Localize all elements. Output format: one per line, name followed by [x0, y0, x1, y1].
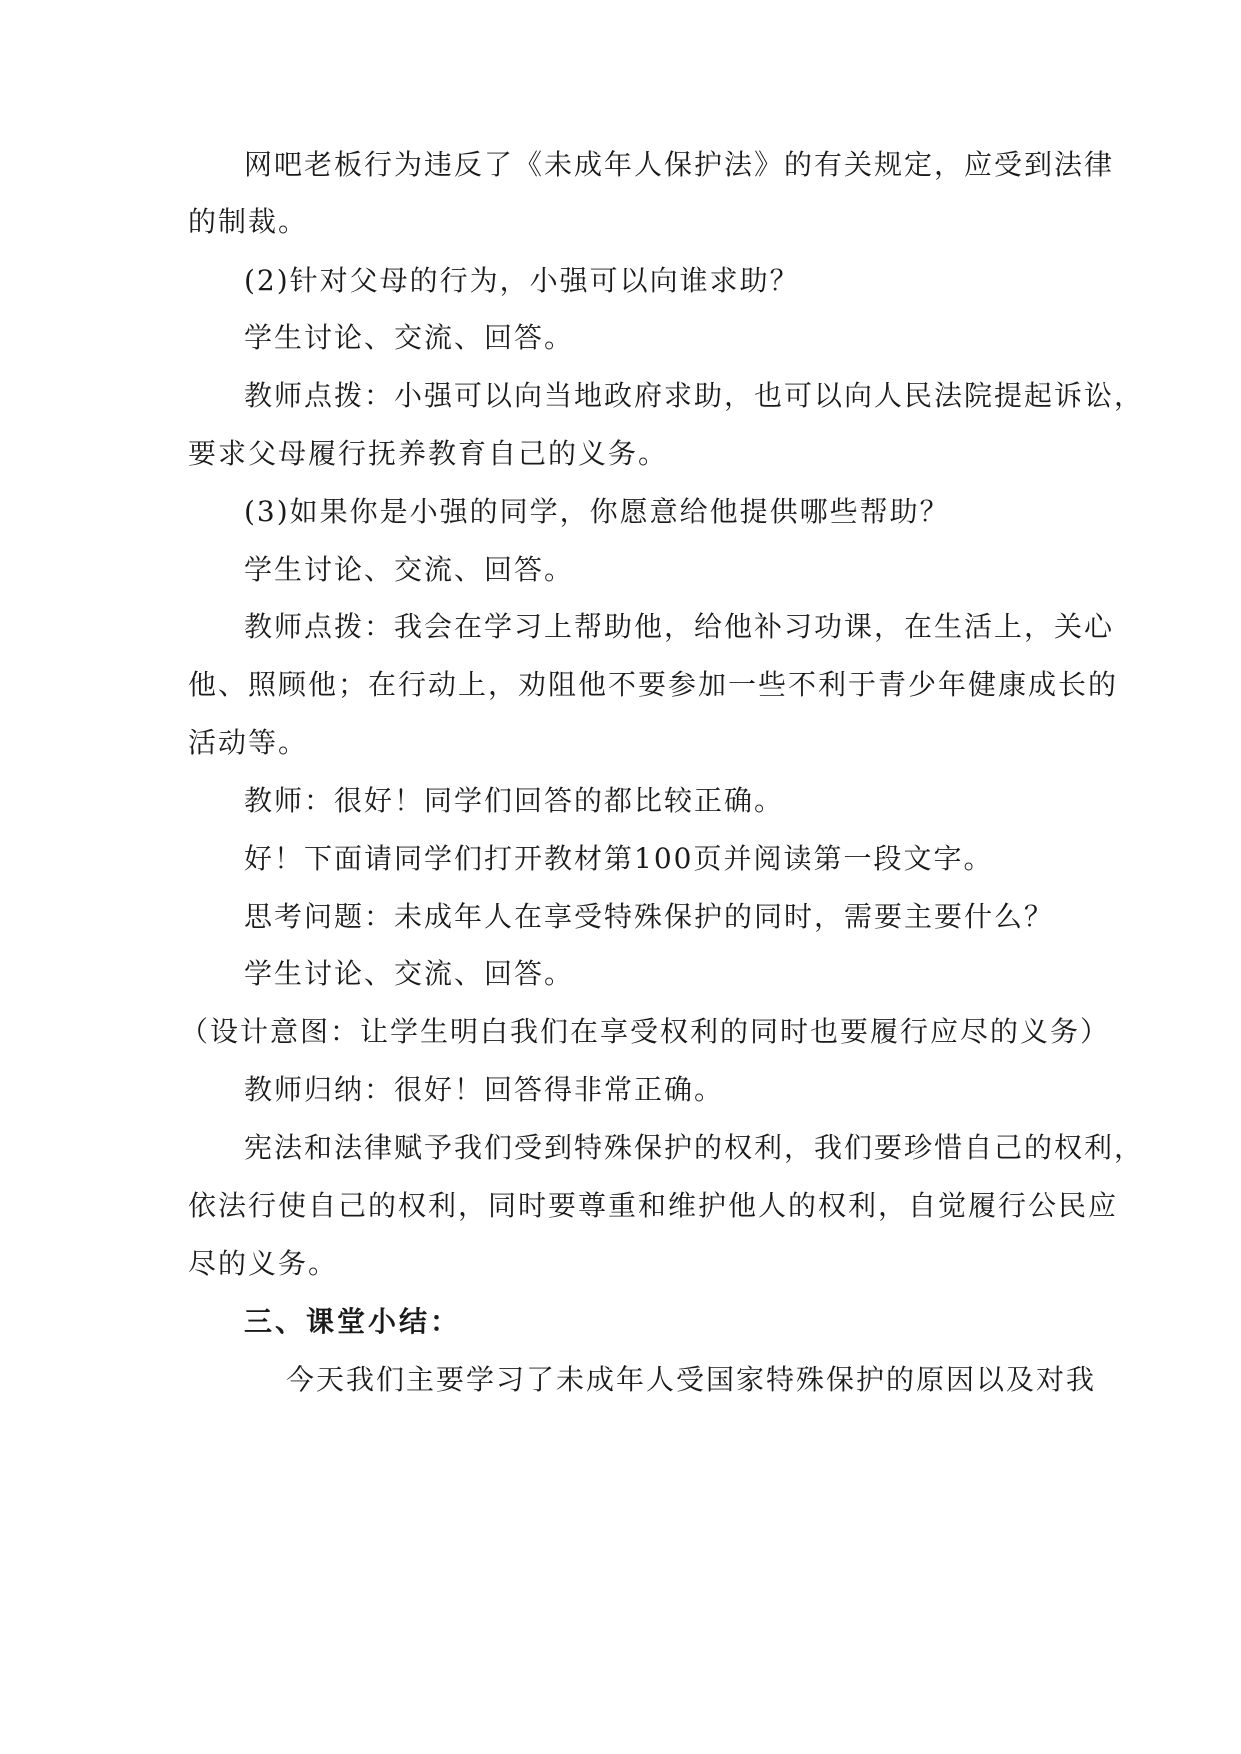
text-line: 尽的义务。 — [188, 1247, 339, 1280]
text-line: 活动等。 — [188, 726, 309, 759]
text-line: 依法行使自己的权利，同时要尊重和维护他人的权利，自觉履行公民应 — [188, 1189, 1119, 1222]
text-line: 今天我们主要学习了未成年人受国家特殊保护的原因以及对我 — [286, 1363, 1097, 1396]
text-line: （设计意图：让学生明白我们在享受权利的同时也要履行应尽的义务） — [180, 1015, 1111, 1048]
text-line: 的制裁。 — [188, 205, 309, 238]
text-line: 他、照顾他；在行动上，劝阻他不要参加一些不利于青少年健康成长的 — [188, 668, 1119, 701]
text-line: 学生讨论、交流、回答。 — [244, 553, 575, 586]
text-line: 学生讨论、交流、回答。 — [244, 957, 575, 990]
section-heading: 三、课堂小结： — [244, 1305, 462, 1338]
text-line: 要求父母履行抚养教育自己的义务。 — [188, 437, 669, 470]
text-line: 宪法和法律赋予我们受到特殊保护的权利，我们要珍惜自己的权利， — [244, 1131, 1145, 1164]
text-line: (3)如果你是小强的同学，你愿意给他提供哪些帮助？ — [244, 495, 950, 528]
text-line: 好！下面请同学们打开教材第100页并阅读第一段文字。 — [244, 842, 994, 875]
text-line: 思考问题：未成年人在享受特殊保护的同时，需要主要什么？ — [244, 900, 1055, 933]
text-line: 教师归纳：很好！回答得非常正确。 — [244, 1073, 725, 1106]
text-line: 学生讨论、交流、回答。 — [244, 321, 575, 354]
text-line: 教师点拨：我会在学习上帮助他，给他补习功课，在生活上，关心 — [244, 610, 1115, 643]
text-line: 教师：很好！同学们回答的都比较正确。 — [244, 784, 785, 817]
text-line: 网吧老板行为违反了《未成年人保护法》的有关规定，应受到法律 — [244, 148, 1115, 181]
text-line: 教师点拨：小强可以向当地政府求助，也可以向人民法院提起诉讼， — [244, 379, 1145, 412]
text-line: (2)针对父母的行为，小强可以向谁求助？ — [244, 264, 800, 297]
